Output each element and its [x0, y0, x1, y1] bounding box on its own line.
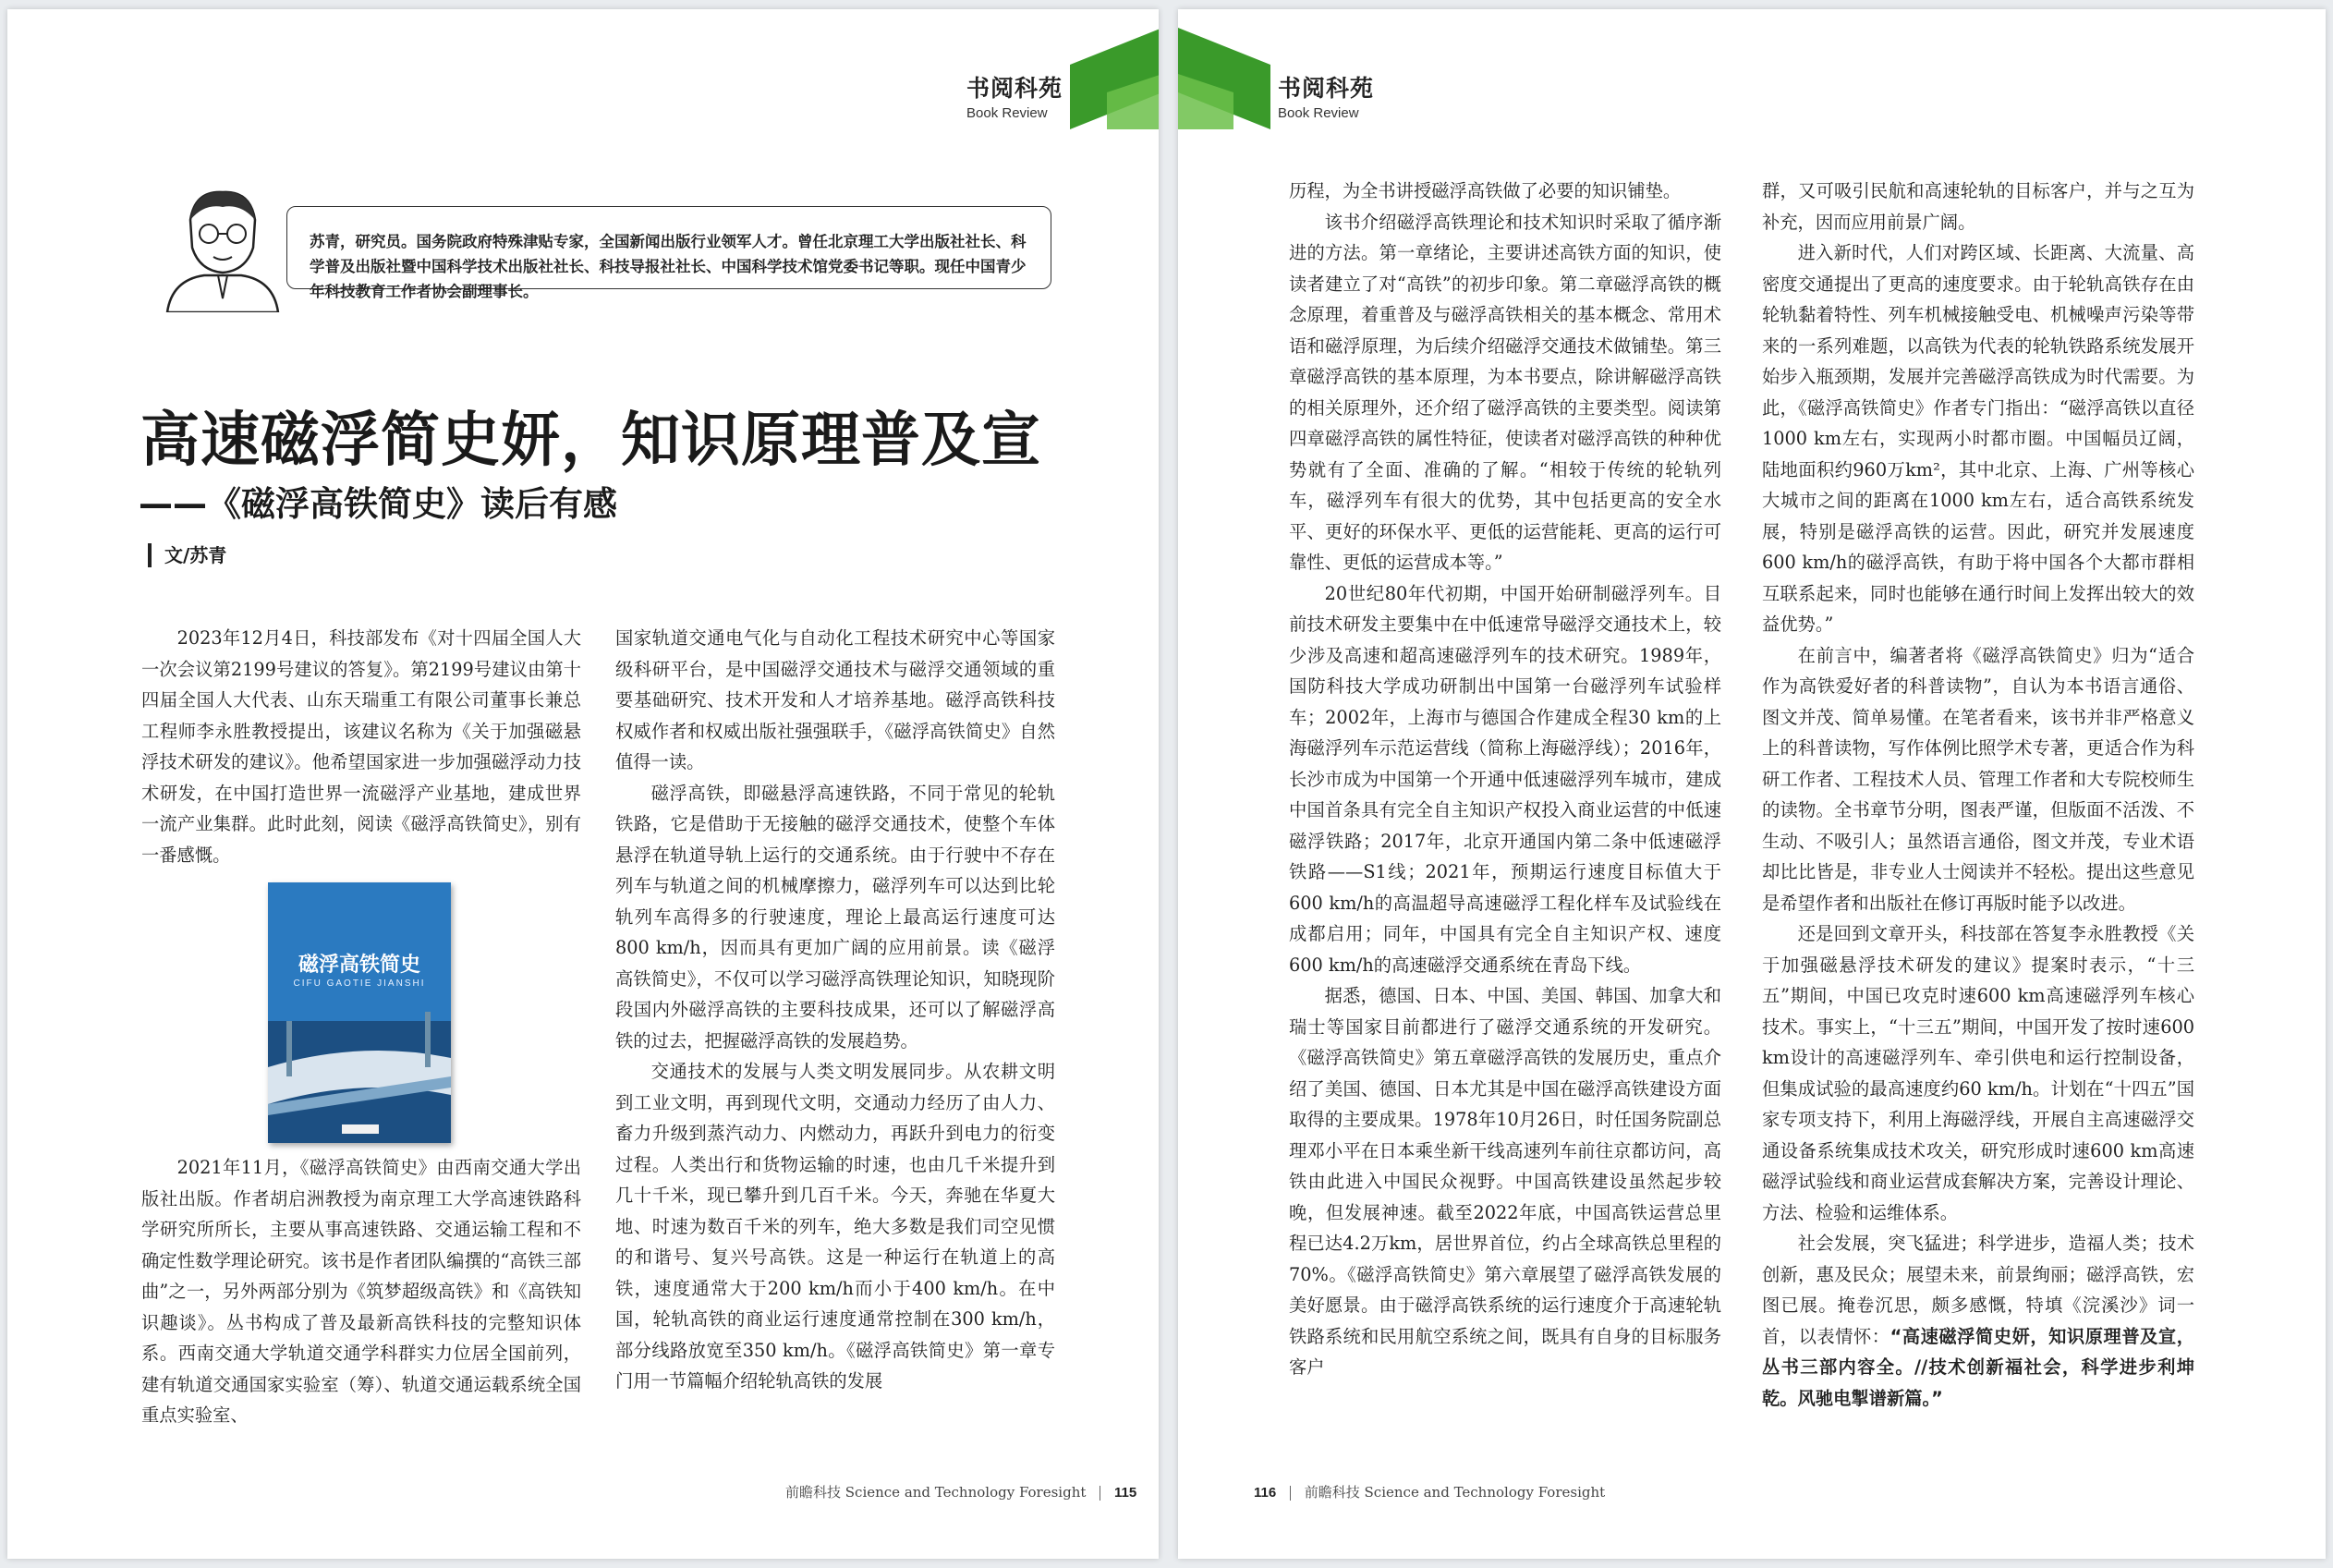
- closing-poem: “高速磁浮简史妍，知识原理普及宣，丛书三部内容全。//技术创新福社会，科学进步利坤乾。风驰电掣谱新篇。”: [1762, 1325, 2194, 1409]
- book-cover-pinyin: CIFU GAOTIE JIANSHI: [293, 978, 426, 989]
- paragraph: 历程，为全书讲授磁浮高铁做了必要的知识铺垫。: [1289, 180, 1682, 201]
- green-ribbon-decoration: [1070, 28, 1159, 129]
- journal-name: 前瞻科技 Science and Technology Foresight: [785, 1484, 1087, 1501]
- right-column-2: [1762, 176, 2194, 1414]
- book-cover-image: [268, 882, 451, 1143]
- paragraph: 20世纪80年代初期，中国开始研制磁浮列车。目前技术研发主要集中在中低速常导磁浮交通技术上，较少涉及高速和超高速磁浮列车的技术研究。1989年，国防科技大学成功研制出中国第一台磁浮列车试验样车；2002年，上海市与德国合作建成全程30 km的上海磁浮列车示范运营线（简称上海磁浮线）；2016年，长沙市成为中国第一个开通中低速磁浮列车城市，建成中国首条具有完全自主知识产权投入商业运营的中低速磁浮铁路；2017年，北京开通国内第二条中低速磁浮铁路——S1线；2021年，预期运行速度目标值大于600 km/h的高温超导高速磁浮工程化样车及试验线在成都启用；同年，中国具有完全自主知识产权、速度600 km/h的高速磁浮交通系统在青岛下线。: [1289, 582, 1721, 976]
- article-subtitle: ——《磁浮高铁简史》读后有感: [139, 484, 617, 524]
- left-column-1-bottom: [141, 1152, 581, 1431]
- page-number: 115: [1113, 1485, 1137, 1501]
- section-subtitle: Book Review: [1278, 105, 1359, 121]
- right-page: [1178, 9, 2326, 1559]
- paragraph: 交通技术的发展与人类文明发展同步。从农耕文明到工业文明，再到现代文明，交通动力经历了由人力、畜力升级到蒸汽动力、内燃动力，再跃升到电力的衍变过程。人类出行和货物运输的时速，也由几千米提升到几十千米，现已攀升到几百千米。今天，奔驰在华夏大地、时速为数百千米的列车，绝大多数是我们司空见惯的和谐号、复兴号高铁。这是一种运行在轨道上的高铁，速度通常大于200 km/h而小于400 km/h。在中国，轮轨高铁的商业运行速度通常控制在300 km/h，部分线路放宽至350 km/h。《磁浮高铁简史》第一章专门用一节篇幅介绍轮轨高铁的发展: [615, 1061, 1055, 1392]
- author-bio-box: [286, 206, 1051, 300]
- footer-divider: [1290, 1486, 1291, 1501]
- section-subtitle: Book Review: [966, 105, 1048, 121]
- footer-left: [785, 1482, 1136, 1501]
- section-tag: [1278, 70, 1374, 121]
- paragraph: 该书介绍磁浮高铁理论和技术知识时采取了循序渐进的方法。第一章绪论，主要讲述高铁方面的知识，使读者建立了对“高铁”的初步印象。第二章磁浮高铁的概念原理，着重普及与磁浮高铁相关的基本概念、常用术语和磁浮原理，为后续介绍磁浮交通技术做铺垫。第三章磁浮高铁的基本原理，为本书要点，除讲解磁浮高铁的相关原理外，还介绍了磁浮高铁的主要类型。阅读第四章磁浮高铁的属性特征，使读者对磁浮高铁的种种优势就有了全面、准确的了解。“相较于传统的轮轨列车，磁浮列车有很大的优势，其中包括更高的安全水平、更好的环保水平、更低的运营能耗、更高的运行可靠性、更低的运营成本等。”: [1289, 211, 1721, 573]
- paragraph: 还是回到文章开头，科技部在答复李永胜教授《关于加强磁悬浮技术研发的建议》提案时表示，“十三五”期间，中国已攻克时速600 km高速磁浮列车核心技术。事实上，“十三五”期间，中国开发了按时速600 km设计的高速磁浮列车、牵引供电和运行控制设备，但集成试验的最高速度约60 km/h。计划在“十四五”国家专项支持下，利用上海磁浮线，开展自主高速磁浮交通设备系统集成技术攻关，研究形成时速600 km高速磁浮试验线和商业运营成套解决方案，完善设计理论、方法、检验和运维体系。: [1762, 923, 2194, 1223]
- journal-name: 前瞻科技 Science and Technology Foresight: [1304, 1484, 1606, 1501]
- paragraph: 国家轨道交通电气化与自动化工程技术研究中心等国家级科研平台，是中国磁浮交通技术与磁浮交通领域的重要基础研究、技术开发和人才培养基地。磁浮高铁科技权威作者和权威出版社强强联手，《磁浮高铁简史》自然值得一读。: [615, 627, 1055, 772]
- green-ribbon-decoration: [1178, 28, 1270, 129]
- paragraph: 在前言中，编著者将《磁浮高铁简史》归为“适合作为高铁爱好者的科普读物”，自认为本书语言通俗、图文并茂、简单易懂。在笔者看来，该书并非严格意义上的科普读物，写作体例比照学术专著，更适合作为科研工作者、工程技术人员、管理工作者和大专院校师生的读物。全书章节分明，图表严谨，但版面不活泼、不生动、不吸引人；虽然语言通俗，图文并茂，专业术语却比比皆是，非专业人士阅读并不轻松。提出这些意见是希望作者和出版社在修订再版时能予以改进。: [1762, 644, 2194, 914]
- byline: 文/苏青: [148, 543, 226, 567]
- section-tag: [966, 70, 1063, 121]
- section-title: 书阅科苑: [966, 75, 1063, 102]
- paragraph: 据悉，德国、日本、中国、美国、韩国、加拿大和瑞士等国家目前都进行了磁浮交通系统的开发研究。《磁浮高铁简史》第五章磁浮高铁的发展历史，重点介绍了美国、德国、日本尤其是中国在磁浮高铁建设方面取得的主要成果。1978年10月26日，时任国务院副总理邓小平在日本乘坐新干线高速列车前往京都访问，高铁由此进入中国民众视野。中国高铁建设虽然起步较晚，但发展神速。截至2022年底，中国高铁运营总里程已达4.2万km，居世界首位，约占全球高铁总里程的70%。《磁浮高铁简史》第六章展望了磁浮高铁发展的美好愿景。由于磁浮高铁系统的运行速度介于高速轮轨铁路系统和民用航空系统之间，既具有自身的目标服务客户: [1289, 985, 1721, 1378]
- article-title: 高速磁浮简史妍，知识原理普及宣: [140, 407, 1041, 475]
- paragraph: 2023年12月4日，科技部发布《对十四届全国人大一次会议第2199号建议的答复》。第2199号建议由第十四届全国人大代表、山东天瑞重工有限公司董事长兼总工程师李永胜教授提出，该建议名称为《关于加强磁悬浮技术研发的建议》。他希望国家进一步加强磁浮动力技术研发，在中国打造世界一流磁浮产业基地，建成世界一流产业集群。此时此刻，阅读《磁浮高铁简史》，别有一番感慨。: [141, 627, 581, 866]
- paragraph: 群，又可吸引民航和高速轮轨的目标客户，并与之互为补充，因而应用前景广阔。: [1762, 180, 2194, 233]
- book-cover-title: 磁浮高铁简史: [298, 954, 420, 977]
- page-number: 116: [1254, 1485, 1277, 1501]
- paragraph: 磁浮高铁，即磁悬浮高速铁路，不同于常见的轮轨铁路，它是借助于无接触的磁浮交通技术，使整个车体悬浮在轨道导轨上运行的交通系统。由于行驶中不存在列车与轨道之间的机械摩擦力，磁浮列车可以达到比轮轨列车高得多的行驶速度，理论上最高运行速度可达800 km/h，因而具有更加广阔的应用前景。读《磁浮高铁简史》，不仅可以学习磁浮高铁理论知识，知晓现阶段国内外磁浮高铁的主要科技成果，还可以了解磁浮高铁的过去，把握磁浮高铁的发展趋势。: [615, 782, 1055, 1051]
- paragraph: 进入新时代，人们对跨区域、长距离、大流量、高密度交通提出了更高的速度要求。由于轮轨高铁存在由轮轨黏着特性、列车机械接触受电、机械噪声污染等带来的一系列难题，以高铁为代表的轮轨铁路系统发展开始步入瓶颈期，发展并完善磁浮高铁成为时代需要。为此，《磁浮高铁简史》作者专门指出：“磁浮高铁以直径1000 km左右，实现两小时都市圈。中国幅员辽阔，陆地面积约960万km²，其中北京、上海、广州等核心大城市之间的距离在1000 km左右，适合高铁系统发展，特别是磁浮高铁的运营。因此，研究并发展速度600 km/h的磁浮高铁，有助于将中国各个大都市群相互联系起来，同时也能够在通行时间上发挥出较大的效益优势。”: [1762, 242, 2194, 635]
- paragraph: 2021年11月，《磁浮高铁简史》由西南交通大学出版社出版。作者胡启洲教授为南京理工大学高速铁路科学研究所所长，主要从事高速铁路、交通运输工程和不确定性数学理论研究。该书是作者团队编撰的“高铁三部曲”之一，另外两部分别为《筑梦超级高铁》和《高铁知识趣谈》。丛书构成了普及最新高铁科技的完整知识体系。西南交通大学轨道交通学科群实力位居全国前列，建有轨道交通国家实验室（筹）、轨道交通运载系统全国重点实验室、: [141, 1157, 581, 1426]
- author-portrait-illustration: [153, 183, 292, 312]
- section-title: 书阅科苑: [1278, 75, 1375, 102]
- left-column-1-top: [141, 623, 581, 870]
- left-column-2: [615, 623, 1055, 1397]
- right-column-1: [1289, 176, 1721, 1383]
- closing-text: 社会发展，突飞猛进；科学进步，造福人类；技术创新，惠及民众；展望未来，前景绚丽；磁浮高铁，宏图已展。掩卷沉思，颇多感慨，特填《浣溪沙》词一首，以表情怀：: [1762, 1233, 2194, 1347]
- footer-right: [1254, 1482, 1605, 1501]
- author-bio: 苏青，研究员。国务院政府特殊津贴专家，全国新闻出版行业领军人才。曾任北京理工大学出版社社长、科学普及出版社暨中国科学技术出版社社长、科技导报社社长、中国科学技术馆党委书记等职。现任中国青少年科技教育工作者协会副理事长。: [310, 233, 1027, 300]
- paragraph: [1762, 1228, 2194, 1414]
- left-page: [7, 9, 1159, 1559]
